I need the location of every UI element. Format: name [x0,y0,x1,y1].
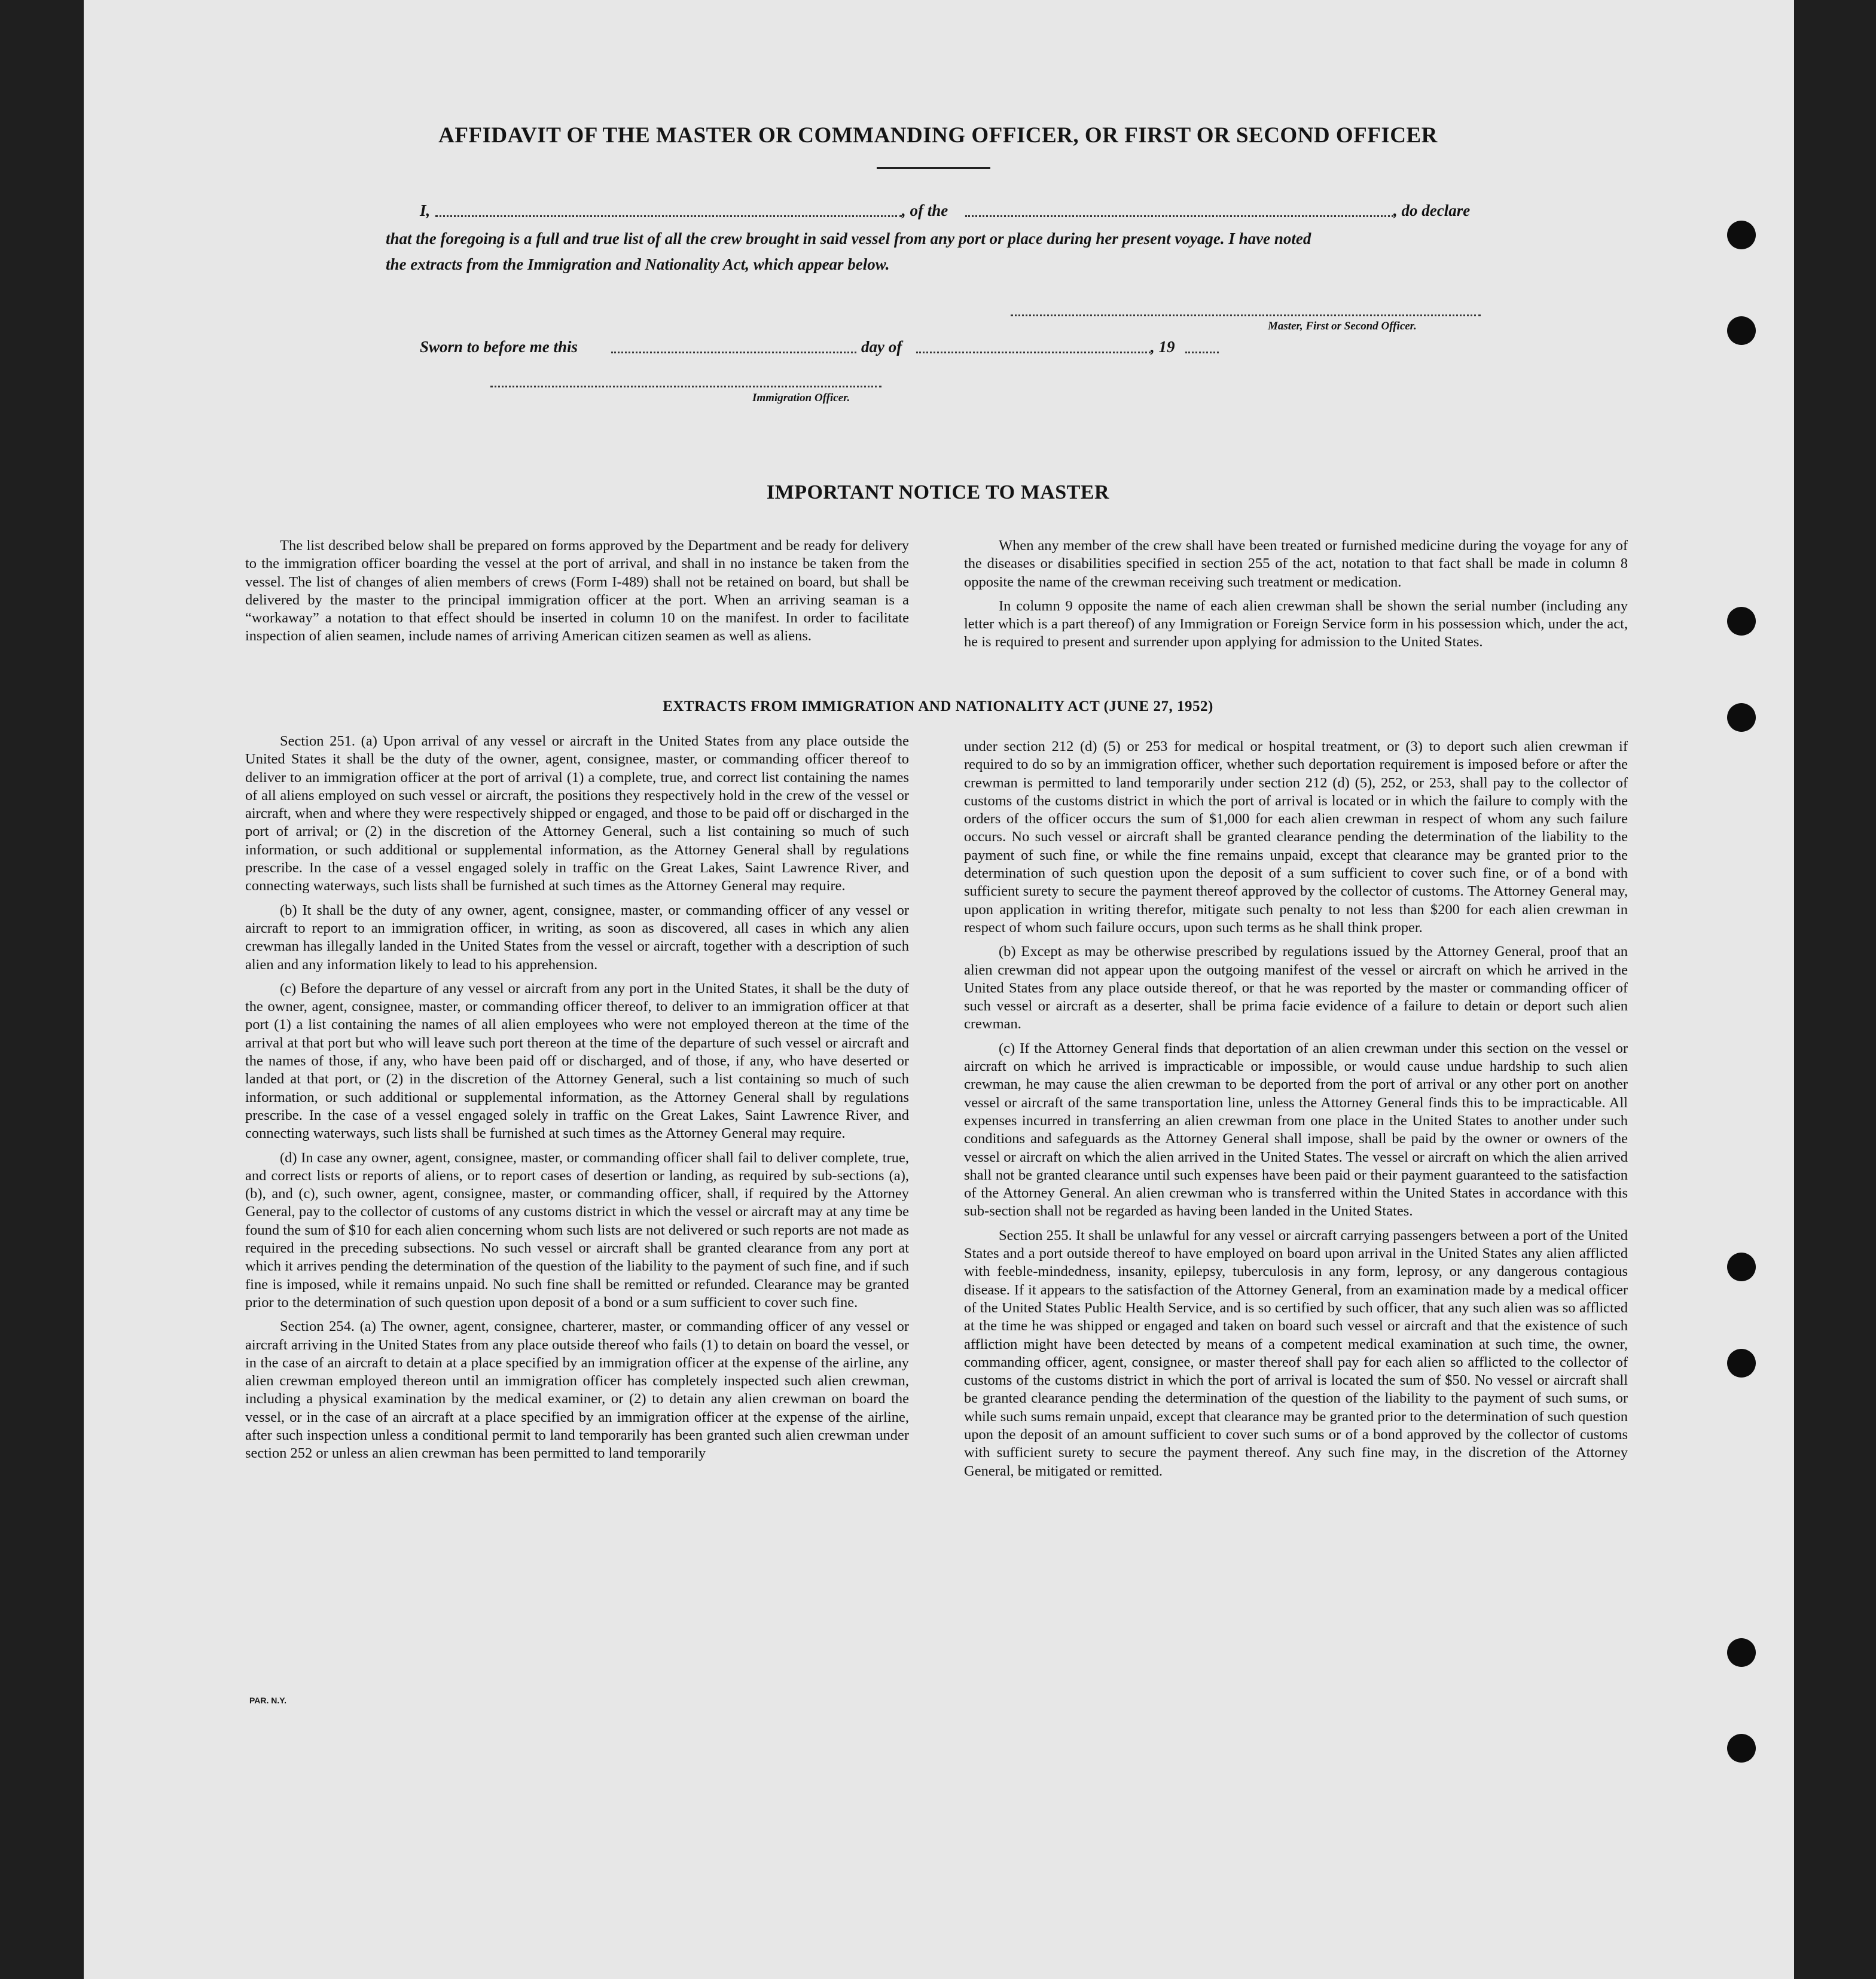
binder-hole [1727,316,1756,345]
affidavit-title: AFFIDAVIT OF THE MASTER OR COMMANDING OFFICER, OR FIRST OR SECOND OFFICER [438,123,1438,148]
printer-mark: PAR. N.Y. [249,1696,286,1705]
officer-signature-field[interactable] [490,386,881,387]
act-section-paragraph: (c) If the Attorney General finds that deportation of an alien crewman under this section on the vessel or aircraft on which he arrived is impracticable or impossible, or would cause undue hardship to such alien crewman, he may cause the alien crewman to be deported from the port of arrival or any other port on another vessel or aircraft of the same transportation line, unless the Attorney General finds this to be impracticable. All expenses incurred in transferring an alien crewman from one place in the United States to another under such conditions and safeguards as the Attorney General shall impose, shall be paid by the owner or owners of the vessel or aircraft on which the alien arrived in the United States. The vessel or aircraft on which the alien arrived shall not be granted clearance until such expenses have been paid or their payment guaranteed to the satisfaction of the Attorney General. An alien crewman who is transferred within the United States in accordance with this sub-section shall not be regarded as having been landed in the United States. [964,1040,1628,1220]
sworn-label: Sworn to before me this [420,338,578,356]
affidavit-statement-line: the extracts from the Immigration and Nationality Act, which appear below. [386,255,890,273]
notice-left-column [245,537,909,652]
binder-hole [1727,1253,1756,1281]
extracts-right-column [964,738,1628,1486]
declarant-name-field[interactable] [435,215,902,217]
day-of-label: day of [861,338,902,356]
binder-hole [1727,703,1756,732]
affidavit-statement-line: that the foregoing is a full and true list of all the crew brought in said vessel from any port or place during her present voyage. I have noted [386,230,1311,248]
notice-title: IMPORTANT NOTICE TO MASTER [766,481,1110,503]
title-underline [877,167,990,169]
sworn-year-field[interactable] [1185,352,1219,353]
year-label: , 19 [1151,338,1175,356]
binder-hole [1727,1349,1756,1378]
act-section-paragraph: Section 254. (a) The owner, agent, consignee, charterer, master, or commanding officer of any vessel or aircraft arriving in the United States from any place outside thereof who fails (1) to detain on board the vessel, or in the case of an aircraft to detain at a place specified by an immigration officer at the expense of the airline, any alien crewman employed thereon until an immigration officer has completely inspected such alien crewman, including a physical examination by the medical examiner, or (2) to detain any alien crewman on board the vessel, or in the case of an aircraft at a place specified by an immigration officer at the expense of the airline, after such inspection unless a conditional permit to land temporarily has been granted such alien crewman under section 252 or unless an alien crewman has been permitted to land temporarily [245,1318,909,1462]
vessel-name-field[interactable] [965,215,1393,217]
master-signature-field[interactable] [1011,314,1481,316]
act-section-paragraph: (b) Except as may be otherwise prescribed by regulations issued by the Attorney General, proof that an alien crewman did not appear upon the outgoing manifest of the vessel or aircraft on which he arrived in the United States from any place outside thereof, or that he was reported by the master or commanding officer of such vessel or aircraft as a deserter, shall be prima facie evidence of a failure to detain or deport such alien crewman. [964,943,1628,1033]
binder-hole [1727,221,1756,249]
binder-hole [1727,1638,1756,1667]
binder-hole [1727,607,1756,636]
officer-signature-caption: Immigration Officer. [752,392,850,404]
extracts-left-column [245,732,909,1469]
act-section-paragraph: (d) In case any owner, agent, consignee, master, or commanding officer shall fail to deliver complete, true, and correct lists or reports of aliens, or to report cases of desertion or landing, as required by sub-sections (a), (b), and (c), such owner, agent, consignee, master, or commanding officer, shall, if required by the Attorney General, pay to the collector of customs of any customs district in which the vessel or aircraft may at any time be found the sum of $10 for each alien concerning whom such lists are not delivered or such reports are not made as required in the preceding subsections. No such vessel or aircraft shall be granted clearance from any port at which it arrives pending the determination of the question of the liability to the payment of such fine, and if such fine is imposed, while it remains unpaid. No such fine shall be remitted or refunded. Clearance may be granted prior to the determination of such question upon deposit of a bond or a sum sufficient to cover such fine. [245,1149,909,1311]
act-section-paragraph: (b) It shall be the duty of any owner, agent, consignee, master, or commanding officer of any vessel or aircraft to report to an immigration officer, in writing, as soon as discovered, all cases in which any alien crewman has illegally landed in the United States from the vessel or aircraft, together with a description of such alien and any information likely to lead to his apprehension. [245,902,909,973]
affidavit-of-the-label: , of the [902,201,948,219]
notice-right-column [964,537,1628,658]
sworn-month-field[interactable] [916,352,1151,353]
act-section-paragraph: Section 251. (a) Upon arrival of any vessel or aircraft in the United States from any place outside the United States it shall be the duty of the owner, agent, consignee, master, or commanding officer thereof to deliver to an immigration officer at the port of arrival (1) a complete, true, and correct list containing the names of all aliens employed on such vessel or aircraft, the positions they respectively hold in the crew of the vessel or aircraft, when and where they were respectively shipped or engaged, and those to be paid off or discharged in the port of arrival; or (2) in the discretion of the Attorney General, such a list containing so much of such information, or such additional or supplemental information, as the Attorney General shall by regulations prescribe. In the case of a vessel engaged solely in traffic on the Great Lakes, Saint Lawrence River, and connecting waterways, such lists shall be furnished at such times as the Attorney General may require. [245,733,909,894]
act-section-paragraph: Section 255. It shall be unlawful for any vessel or aircraft carrying passengers between a port of the United States and a port outside thereof to have employed on board upon arrival in the United States any alien afflicted with feeble-mindedness, insanity, epilepsy, tuberculosis in any form, leprosy, or any dangerous contagious disease. If it appears to the satisfaction of the Attorney General, from an examination made by a medical officer of the United States Public Health Service, and is so certified by such officer, that any such alien was so afflicted at the time he was shipped or engaged and taken on board such vessel or aircraft and that the existence of such affliction might have been detected by means of a competent medical examination at such time, the owner, commanding officer, agent, consignee, or master thereof shall pay for each alien so afflicted to the collector of customs of the customs district in which the port of arrival is located the sum of $50. No vessel or aircraft shall be granted clearance pending the determination of the question of the liability to the payment of such sums, or while such sums remain unpaid, except that clearance may be granted prior to the determination of such question upon the deposit of an amount sufficient to cover such sums or of a bond approved by the collector of customs with sufficient surety to secure the payment thereof. Any such fine may, in the discretion of the Attorney General, be mitigated or remitted. [964,1227,1628,1479]
sworn-day-field[interactable] [611,352,856,353]
extracts-title: EXTRACTS FROM IMMIGRATION AND NATIONALITY ACT (JUNE 27, 1952) [663,698,1213,714]
act-section-paragraph: (c) Before the departure of any vessel or aircraft from any port in the United States, it shall be the duty of the owner, agent, consignee, master, or commanding officer thereof, to deliver to an immigration officer at that port (1) a list containing the names of all alien employees who were not employed thereon at the time of the arrival at that port but who will leave such port thereon at the time of the departure of such vessel or aircraft and the names of those, if any, who have been paid off or discharged, and of those, if any, who have deserted or landed at that port, or (2) in the discretion of the Attorney General, such a list containing so much of such information, or such additional or supplemental information, as the Attorney General shall by regulations prescribe. In the case of a vessel engaged solely in traffic on the Great Lakes, Saint Lawrence River, and connecting waterways, such lists shall be furnished at such times as the Attorney General may require. [245,980,909,1142]
notice-paragraph: In column 9 opposite the name of each alien crewman shall be shown the serial number (including any letter which is a part thereof) of any Immigration or Foreign Service form in his possession which, under the act, he is required to present and surrender upon applying for admission to the United States. [964,597,1628,650]
binder-hole [1727,1734,1756,1763]
notice-paragraph: When any member of the crew shall have been treated or furnished medicine during the voyage for any of the diseases or disabilities specified in section 255 of the act, notation to that fact shall be made in column 8 opposite the name of the crewman receiving such treatment or medication. [964,537,1628,590]
affidavit-i-label: I, [420,201,431,219]
notice-paragraph: The list described below shall be prepared on forms approved by the Department and be ready for delivery to the immigration officer boarding the vessel at the port of arrival, and shall in no instance be taken from the vessel. The list of changes of alien members of crews (Form I-489) shall not be retained on board, but shall be delivered by the master to the principal immigration officer at the port. When an arriving seaman is a “workaway” a notation to that effect should be inserted in column 10 on the manifest. In order to facilitate inspection of alien seamen, include names of arriving American citizen seamen as well as aliens. [245,537,909,645]
act-section-continuation: under section 212 (d) (5) or 253 for medical or hospital treatment, or (3) to deport such alien crewman if required to do so by an immigration officer, whether such deportation requirement is imposed before or after the crewman is permitted to land temporarily under section 212 (d) (5), 252, or 253, shall pay to the collector of customs of the customs district in which the port of arrival is located or in which the failure to comply with the orders of the officer occurs the sum of $1,000 for each alien crewman in respect of whom any such failure occurs. No such vessel or aircraft shall be granted clearance pending the determination of the liability to the payment of such fine, or while the fine remains unpaid, except that clearance may be granted prior to the determination of such question upon the deposit of a sum sufficient to cover such fine, or of a bond with sufficient surety to secure the payment thereof approved by the collector of customs. The Attorney General may, upon application in writing therefor, mitigate such penalty to not less than $200 for each alien crewman in respect of whom such failure occurs, upon such terms as he shall think proper. [964,738,1628,936]
affidavit-declare-label: , do declare [1393,201,1471,219]
master-signature-caption: Master, First or Second Officer. [1268,320,1417,332]
